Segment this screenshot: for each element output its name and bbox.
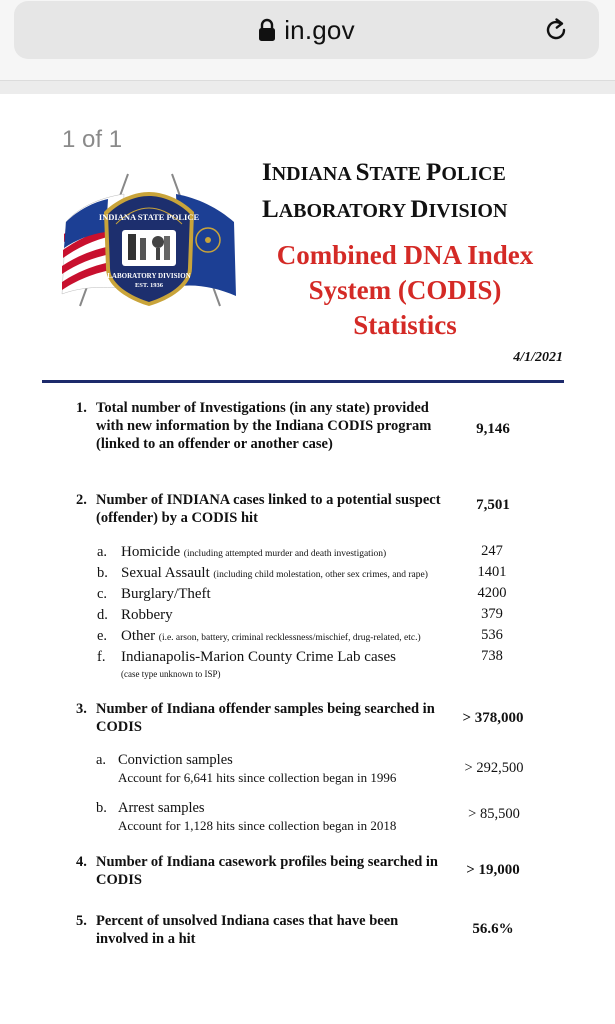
sub-item: b. Sexual Assault (including child molestation, other sex crimes, and rape) [97, 565, 428, 581]
org-name [262, 156, 562, 230]
item-number: 1. [76, 400, 87, 416]
item-text: Number of Indiana casework profiles being searched in CODIS [96, 854, 438, 888]
title-line: Combined DNA Index [276, 240, 534, 270]
stat-value-2: 7,501 [476, 497, 510, 513]
item-number: 3. [76, 701, 87, 717]
org-line-1: INDIANA STATE POLICE [262, 159, 506, 186]
sub-item-value: 4200 [477, 585, 507, 601]
item-number: 5. [76, 913, 87, 929]
item-text: Number of Indiana offender samples being searched in CODIS [96, 701, 435, 735]
browser-toolbar [0, 0, 615, 80]
org-line-2: LABORATORY DIVISION [262, 196, 508, 223]
url-text: in.gov [284, 14, 355, 45]
toolbar-divider [0, 80, 615, 94]
sub-item-value: 536 [481, 627, 503, 643]
logo-bottom-text: LABORATORY DIVISION [107, 272, 191, 280]
sample-item-value: > 292,500 [464, 760, 524, 776]
stat-value-5: 56.6% [472, 921, 514, 937]
item-text: Number of INDIANA cases linked to a potential suspect (offender) by a CODIS hit [96, 492, 441, 526]
item-number: 4. [76, 854, 87, 870]
sub-item: a. Homicide (including attempted murder and death investigation) [97, 544, 387, 560]
stat-item-4 [76, 853, 446, 889]
sample-item: a. Conviction samples Account for 6,641 hits since collection began in 1996 [96, 752, 397, 785]
lock-icon [258, 18, 276, 42]
sub-item-value: 247 [481, 543, 503, 559]
sub-item: d. Robbery [97, 607, 173, 623]
stat-value-4: > 19,000 [466, 862, 520, 878]
isp-lab-logo [58, 168, 240, 316]
sample-item: b. Arrest samples Account for 1,128 hits since collection began in 2018 [96, 800, 397, 833]
item-text: Percent of unsolved Indiana cases that have been involved in a hit [96, 913, 399, 947]
page-count: 1 of 1 [62, 126, 123, 153]
stat-value-1: 9,146 [476, 421, 510, 437]
header-rule [42, 380, 564, 383]
item-number: 2. [76, 492, 87, 508]
stat-item-1 [76, 399, 446, 453]
badge-icon [99, 192, 200, 306]
item-text: Total number of Investigations (in any state) provided with new information by the Indiana CODIS program (linked to an offender or another case) [96, 400, 432, 452]
title-line: System (CODIS) [308, 275, 502, 305]
sub-item-value: 1401 [477, 564, 507, 580]
reload-icon[interactable] [541, 15, 571, 45]
document-title [250, 238, 560, 343]
stat-item-2 [76, 491, 446, 527]
stat-item-3 [76, 700, 446, 736]
report-date: 4/1/2021 [513, 350, 563, 365]
sub-item-value: 738 [481, 648, 503, 664]
stat-value-3: > 378,000 [462, 710, 524, 726]
sub-item: e. Other (i.e. arson, battery, criminal recklessness/mischief, drug-related, etc.) [97, 628, 421, 644]
title-line: Statistics [353, 310, 457, 340]
sub-item: c. Burglary/Theft [97, 586, 211, 602]
logo-top-text: INDIANA STATE POLICE [98, 212, 200, 222]
address-bar[interactable] [14, 1, 599, 59]
logo-est-text: EST. 1936 [134, 282, 164, 289]
sub-item-value: 379 [481, 606, 503, 622]
sub-item: f. Indianapolis-Marion County Crime Lab cases (case type unknown to ISP) [97, 649, 396, 679]
stat-item-5 [76, 912, 446, 948]
sample-item-value: > 85,500 [468, 806, 520, 822]
